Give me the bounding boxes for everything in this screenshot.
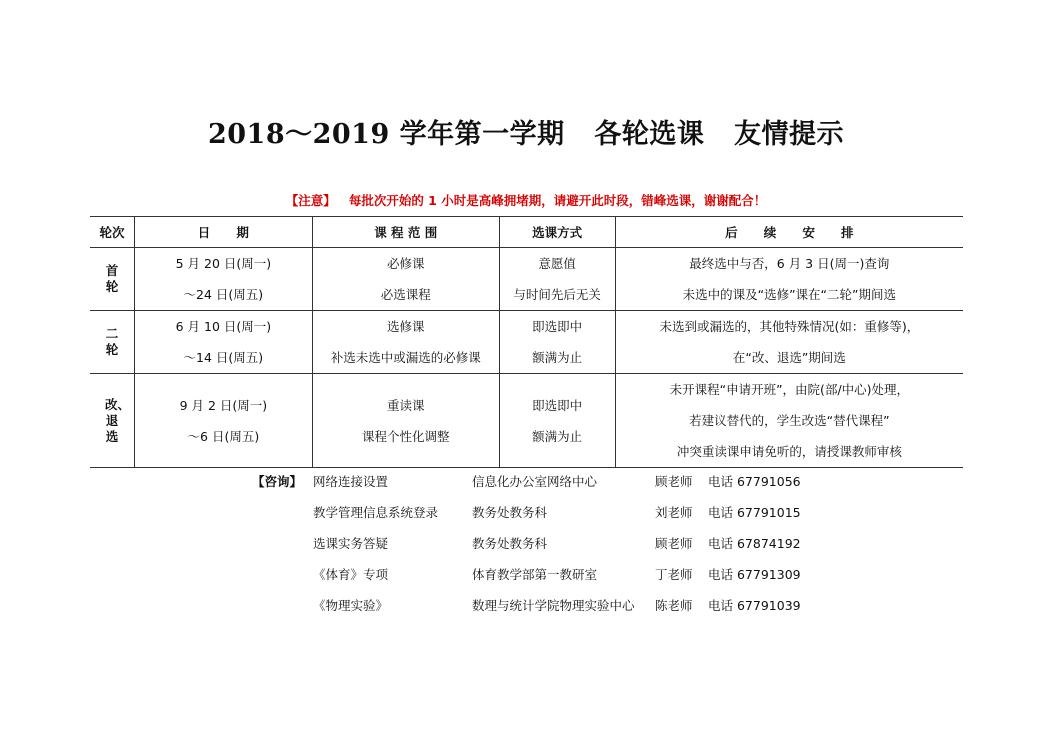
page-title: 2018～2019 学年第一学期 各轮选课 友情提示 <box>207 119 845 150</box>
consult-office: 教务处教务科 <box>472 536 548 551</box>
header-date: 日 期 <box>134 217 312 248</box>
consult-person: 刘老师 <box>655 505 693 520</box>
consult-person: 陈老师 <box>655 598 693 613</box>
consult-topic: 选课实务答疑 <box>313 536 389 551</box>
date-cell: 9 月 2 日(周一) ～6 日(周五) <box>134 374 312 468</box>
consult-section <box>0 472 1052 622</box>
date-cell: 6 月 10 日(周一) ～14 日(周五) <box>134 311 312 374</box>
round-cell: 改、退选 <box>90 374 134 468</box>
consult-person: 丁老师 <box>655 567 693 582</box>
scope-cell: 重读课 课程个性化调整 <box>312 374 499 468</box>
consult-row <box>0 534 1052 554</box>
consult-office: 信息化办公室网络中心 <box>472 474 598 489</box>
round-cell: 二轮 <box>90 311 134 374</box>
header-round: 轮次 <box>90 217 134 248</box>
consult-topic: 《物理实验》 <box>313 598 389 613</box>
table-header-row <box>90 217 963 248</box>
consult-row <box>0 596 1052 616</box>
scope-cell: 选修课 补选未选中或漏选的必修课 <box>312 311 499 374</box>
consult-row <box>0 503 1052 523</box>
consult-person: 顾老师 <box>655 536 693 551</box>
consult-phone: 电话 67791056 <box>708 474 801 489</box>
notice-text: 【注意】 每批次开始的 1 小时是高峰拥堵期，请避开此时段，错峰选课，谢谢配合！ <box>285 193 767 208</box>
consult-label: 【咨询】 <box>252 474 303 489</box>
method-cell: 即选即中 额满为止 <box>499 311 615 374</box>
consult-topic: 网络连接设置 <box>313 474 389 489</box>
followup-cell: 未开课程“申请开班”，由院(部/中心)处理， 若建议替代的，学生改选“替代课程” 冲突重读课申请免听的，请授课教师审核 <box>615 374 963 468</box>
consult-topic: 教学管理信息系统登录 <box>313 505 439 520</box>
followup-cell: 未选到或漏选的，其他特殊情况(如：重修等)， 在“改、退选”期间选 <box>615 311 963 374</box>
consult-topic: 《体育》专项 <box>313 567 389 582</box>
table-row <box>90 374 963 468</box>
consult-office: 体育教学部第一教研室 <box>472 567 598 582</box>
schedule-table <box>90 216 963 468</box>
table-row <box>90 248 963 311</box>
round-cell: 首轮 <box>90 248 134 311</box>
method-cell: 意愿值 与时间先后无关 <box>499 248 615 311</box>
consult-office: 数理与统计学院物理实验中心 <box>472 598 635 613</box>
consult-person: 顾老师 <box>655 474 693 489</box>
date-cell: 5 月 20 日(周一) ～24 日(周五) <box>134 248 312 311</box>
header-scope: 课 程 范 围 <box>312 217 499 248</box>
scope-cell: 必修课 必选课程 <box>312 248 499 311</box>
followup-cell: 最终选中与否，6 月 3 日(周一)查询 未选中的课及“选修”课在“二轮”期间选 <box>615 248 963 311</box>
header-method: 选课方式 <box>499 217 615 248</box>
consult-office: 教务处教务科 <box>472 505 548 520</box>
header-followup: 后 续 安 排 <box>615 217 963 248</box>
consult-phone: 电话 67791039 <box>708 598 801 613</box>
consult-phone: 电话 67874192 <box>708 536 801 551</box>
consult-phone: 电话 67791015 <box>708 505 801 520</box>
consult-row <box>0 565 1052 585</box>
consult-phone: 电话 67791309 <box>708 567 801 582</box>
method-cell: 即选即中 额满为止 <box>499 374 615 468</box>
consult-row <box>0 472 1052 492</box>
table-row <box>90 311 963 374</box>
